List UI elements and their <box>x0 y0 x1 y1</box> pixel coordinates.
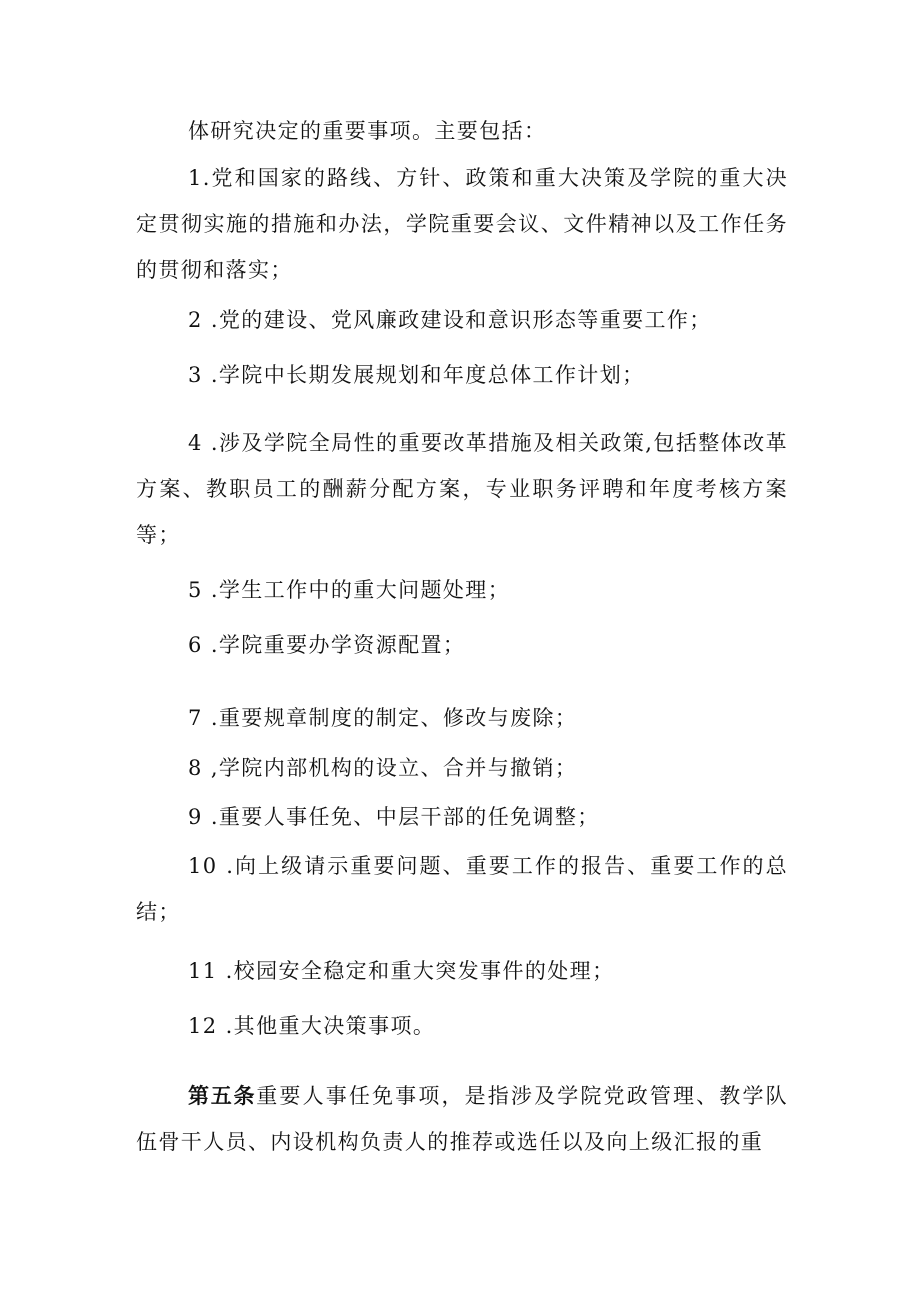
list-item-4: 4 .涉及学院全局性的重要改革措施及相关政策,包括整体改革方案、教职员工的酬薪分配方案，专业职务评聘和年度考核方案等； <box>136 431 788 547</box>
intro-paragraph: 体研究决定的重要事项。主要包括： <box>188 119 547 143</box>
article5-heading: 第五条 <box>188 1084 257 1108</box>
list-item-2: 2 .党的建设、党风廉政建设和意识形态等重要工作； <box>188 308 712 332</box>
list-item-5: 5 .学生工作中的重大问题处理； <box>188 578 511 602</box>
list-item-3: 3 .学院中长期发展规划和年度总体工作计划； <box>188 363 645 387</box>
list-item-8: 8 ,学院内部机构的设立、合并与撤销； <box>188 756 578 780</box>
list-item-11: 11 .校园安全稳定和重大突发事件的处理； <box>188 959 615 983</box>
list-item-6: 6 .学院重要办学资源配置； <box>188 633 466 657</box>
list-item-7: 7 .重要规章制度的制定、修改与废除； <box>188 706 578 730</box>
list-item-10: 10 .向上级请示重要问题、重要工作的报告、重要工作的总结； <box>136 854 788 924</box>
list-item-1: 1.党和国家的路线、方针、政策和重大决策及学院的重大决定贯彻实施的措施和办法，学院重要会议、文件精神以及工作任务的贯彻和落实； <box>136 166 788 282</box>
list-item-12: 12 .其他重大决策事项。 <box>188 1014 436 1038</box>
list-item-9: 9 .重要人事任免、中层干部的任免调整； <box>188 805 600 829</box>
article5-paragraph <box>136 1073 788 1165</box>
article5-body: 重要人事任免事项，是指涉及学院党政管理、教学队伍骨干人员、内设机构负责人的推荐或选任以及向上级汇报的重 <box>136 1084 789 1154</box>
